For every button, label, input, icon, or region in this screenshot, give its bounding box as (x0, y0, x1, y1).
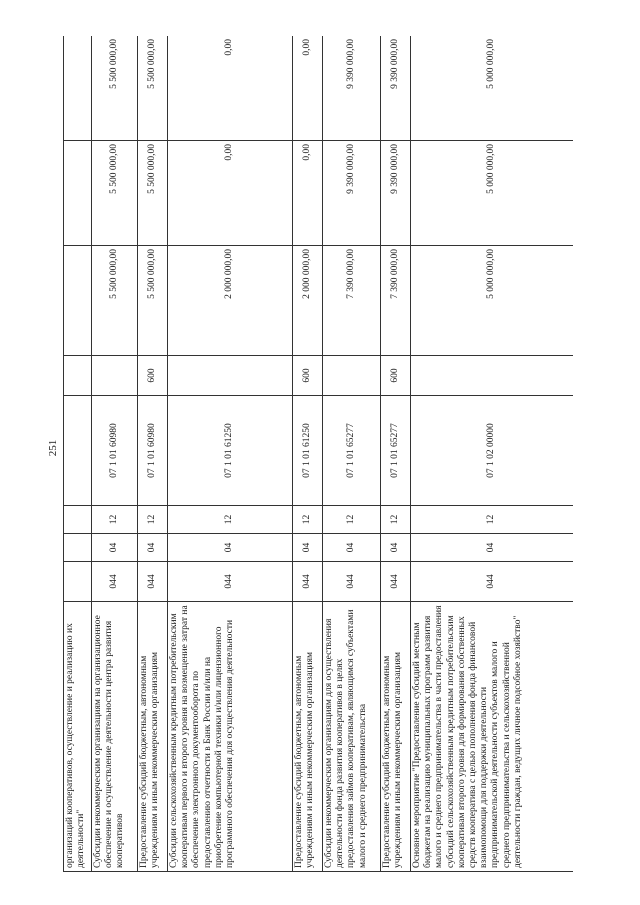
target-article-cell: 07 1 01 61250 (168, 396, 293, 506)
section-code-cell: 04 (293, 534, 323, 562)
expense-type-cell: 600 (381, 356, 411, 396)
subsection-code-cell (64, 506, 92, 534)
target-article-cell: 07 1 01 60980 (92, 396, 138, 506)
table-row (92, 36, 138, 872)
amount-year3-cell (64, 36, 92, 141)
grbs-code-cell: 044 (323, 562, 381, 602)
budget-table (63, 36, 573, 872)
target-article-cell: 07 1 01 65277 (323, 396, 381, 506)
grbs-code-cell: 044 (138, 562, 168, 602)
row-name-cell: Субсидии некоммерческим организациям на организационное обеспечение и осуществление деятельности центра развития кооперативов (92, 602, 138, 872)
table-viewport (63, 36, 573, 872)
amount-year2-cell (64, 141, 92, 246)
section-code-cell: 04 (381, 534, 411, 562)
row-name-cell: Субсидии сельскохозяйственным кредитным потребительским кооперативам первого и второго уровня на возмещение затрат на обеспечение электронного документооборота по предоставлению отчетности в Банк России и/или на приобретение компьютерной техники и/или лицензионного программного обеспечения для осуществления деятельности (168, 602, 293, 872)
amount-year3-cell: 9 390 000,00 (381, 36, 411, 141)
amount-year1-cell (64, 246, 92, 356)
row-name-cell: Субсидии некоммерческим организациям для осуществления деятельности фонда развития кооперативов в целях предоставления займов кооперативам, являющимся субъектами малого и среднего предпринимательства (323, 602, 381, 872)
expense-type-cell (168, 356, 293, 396)
row-name-cell: Основное мероприятие "Предоставление субсидий местным бюджетам на реализацию муниципальных программ развития малого и среднего предпринимательства в части предоставления субсидий сельскохозяйственным кредитным потребительским кооперативам второго уровня для формирования собственных средств кооператива с целью пополнения фонда финансовой взаимопомощи для поддержки деятельности предпринимательской деятельности субъектов малого и среднего предпринимательства и сельскохозяйственной деятельности граждан, ведущих личное подсобное хозяйство" (411, 602, 574, 872)
grbs-code-cell: 044 (411, 562, 574, 602)
subsection-code-cell: 12 (411, 506, 574, 534)
expense-type-cell (323, 356, 381, 396)
amount-year2-cell: 5 500 000,00 (92, 141, 138, 246)
grbs-code-cell: 044 (92, 562, 138, 602)
amount-year2-cell: 5 000 000,00 (411, 141, 574, 246)
amount-year2-cell: 5 500 000,00 (138, 141, 168, 246)
amount-year1-cell: 7 390 000,00 (323, 246, 381, 356)
target-article-cell: 07 1 02 00000 (411, 396, 574, 506)
subsection-code-cell: 12 (323, 506, 381, 534)
table-row (411, 36, 574, 872)
page-number: 251 (47, 439, 59, 457)
section-code-cell (64, 534, 92, 562)
amount-year3-cell: 0,00 (168, 36, 293, 141)
table-row (138, 36, 168, 872)
section-code-cell: 04 (138, 534, 168, 562)
expense-type-cell (411, 356, 574, 396)
amount-year2-cell: 0,00 (293, 141, 323, 246)
grbs-code-cell (64, 562, 92, 602)
subsection-code-cell: 12 (293, 506, 323, 534)
amount-year1-cell: 5 000 000,00 (411, 246, 574, 356)
table-row (323, 36, 381, 872)
grbs-code-cell: 044 (168, 562, 293, 602)
row-name-cell: Предоставление субсидий бюджетным, автономным учреждениям и иным некоммерческим организациям (293, 602, 323, 872)
row-name-cell: организаций кооперативов, осуществление и реализацию их деятельности" (64, 602, 92, 872)
rotated-table-wrapper (63, 36, 573, 872)
amount-year1-cell: 5 500 000,00 (92, 246, 138, 356)
table-row (168, 36, 293, 872)
target-article-cell: 07 1 01 60980 (138, 396, 168, 506)
target-article-cell (64, 396, 92, 506)
section-code-cell: 04 (92, 534, 138, 562)
amount-year1-cell: 2 000 000,00 (168, 246, 293, 356)
section-code-cell: 04 (168, 534, 293, 562)
target-article-cell: 07 1 01 61250 (293, 396, 323, 506)
expense-type-cell: 600 (293, 356, 323, 396)
row-name-cell: Предоставление субсидий бюджетным, автономным учреждениям и иным некоммерческим организациям (138, 602, 168, 872)
amount-year2-cell: 9 390 000,00 (381, 141, 411, 246)
expense-type-cell (64, 356, 92, 396)
amount-year3-cell: 5 000 000,00 (411, 36, 574, 141)
table-row (381, 36, 411, 872)
amount-year2-cell: 0,00 (168, 141, 293, 246)
expense-type-cell (92, 356, 138, 396)
amount-year1-cell: 2 000 000,00 (293, 246, 323, 356)
section-code-cell: 04 (323, 534, 381, 562)
subsection-code-cell: 12 (168, 506, 293, 534)
amount-year1-cell: 5 500 000,00 (138, 246, 168, 356)
section-code-cell: 04 (411, 534, 574, 562)
table-row (64, 36, 92, 872)
amount-year2-cell: 9 390 000,00 (323, 141, 381, 246)
subsection-code-cell: 12 (381, 506, 411, 534)
grbs-code-cell: 044 (293, 562, 323, 602)
grbs-code-cell: 044 (381, 562, 411, 602)
row-name-cell: Предоставление субсидий бюджетным, автономным учреждениям и иным некоммерческим организациям (381, 602, 411, 872)
amount-year3-cell: 0,00 (293, 36, 323, 141)
subsection-code-cell: 12 (138, 506, 168, 534)
amount-year3-cell: 9 390 000,00 (323, 36, 381, 141)
amount-year3-cell: 5 500 000,00 (92, 36, 138, 141)
expense-type-cell: 600 (138, 356, 168, 396)
subsection-code-cell: 12 (92, 506, 138, 534)
table-row (293, 36, 323, 872)
amount-year1-cell: 7 390 000,00 (381, 246, 411, 356)
target-article-cell: 07 1 01 65277 (381, 396, 411, 506)
amount-year3-cell: 5 500 000,00 (138, 36, 168, 141)
